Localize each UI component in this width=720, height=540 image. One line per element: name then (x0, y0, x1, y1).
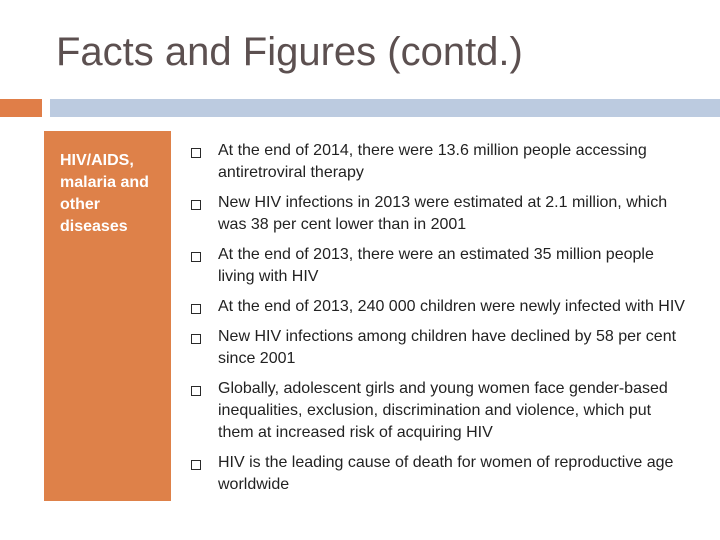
bullet-text: New HIV infections in 2013 were estimated at 2.1 million, which was 38 per cent lower than in 2001 (218, 194, 668, 233)
bullet-item (191, 192, 691, 236)
square-bullet-icon (191, 386, 201, 396)
bullet-item (191, 378, 691, 444)
square-bullet-icon (191, 334, 201, 344)
bullet-text: At the end of 2014, there were 13.6 million people accessing antiretroviral therapy (218, 142, 647, 181)
square-bullet-icon (191, 148, 201, 158)
bullet-item (191, 296, 691, 318)
bullet-text: HIV is the leading cause of death for women of reproductive age worldwide (218, 454, 674, 493)
sidebar-label: HIV/AIDS, malaria and other diseases (60, 152, 149, 235)
decorative-bar-orange (0, 99, 42, 117)
bullet-text: At the end of 2013, 240 000 children were newly infected with HIV (218, 298, 685, 315)
square-bullet-icon (191, 304, 201, 314)
square-bullet-icon (191, 460, 201, 470)
bullet-text: Globally, adolescent girls and young women face gender-based inequalities, exclusion, discrimination and violence, which put them at increased risk of acquiring HIV (218, 380, 668, 441)
bullet-item (191, 326, 691, 370)
square-bullet-icon (191, 200, 201, 210)
bullet-item (191, 140, 691, 184)
bullet-text: New HIV infections among children have declined by 58 per cent since 2001 (218, 328, 677, 367)
square-bullet-icon (191, 252, 201, 262)
bullet-item (191, 244, 691, 288)
bullet-list (191, 140, 691, 504)
sidebar-panel (44, 131, 171, 501)
bullet-item (191, 452, 691, 496)
slide-title: Facts and Figures (contd.) (56, 30, 523, 74)
decorative-bar-blue (50, 99, 720, 117)
bullet-text: At the end of 2013, there were an estimated 35 million people living with HIV (218, 246, 654, 285)
